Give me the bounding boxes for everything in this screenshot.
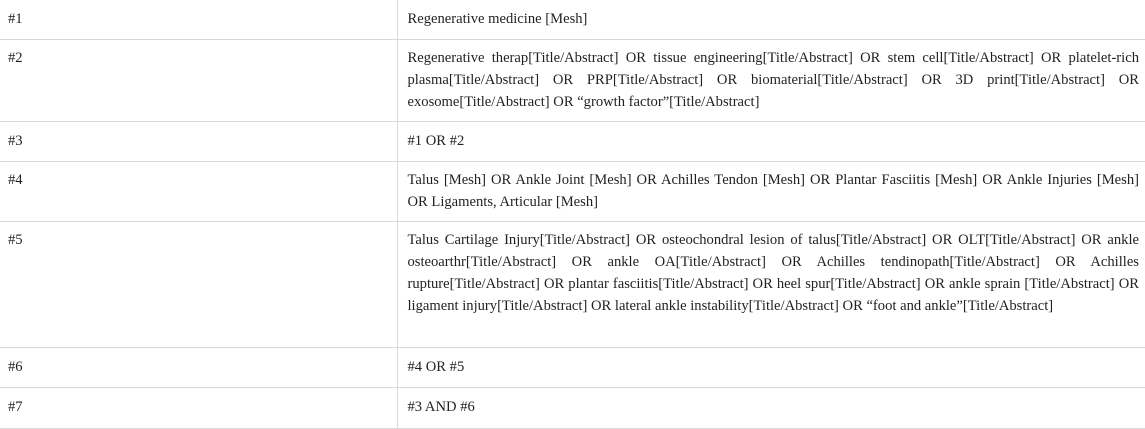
search-id-cell: #1 (0, 0, 397, 40)
search-id-cell: #2 (0, 40, 397, 122)
search-query-cell: #1 OR #2 (397, 122, 1145, 162)
table-row (0, 0, 1145, 40)
table-row (0, 162, 1145, 222)
search-id-cell: #3 (0, 122, 397, 162)
search-query-cell: Talus Cartilage Injury[Title/Abstract] OR osteochondral lesion of talus[Title/Abstract] OR OLT[Title/Abstract] OR ankle osteoarthr[Title/Abstract] OR ankle OA[Title/Abstract] OR Achilles tendinopath[Title/Abstract] OR Achilles rupture[Title/Abstract] OR plantar fasciitis[Title/Abstract] OR heel spur[Title/Abstract] OR ankle sprain [Title/Abstract] OR ligament injury[Title/Abstract] OR lateral ankle instability[Title/Abstract] OR “foot and ankle”[Title/Abstract] (397, 222, 1145, 348)
table-row (0, 122, 1145, 162)
search-query-cell: Regenerative medicine [Mesh] (397, 0, 1145, 40)
table-row (0, 40, 1145, 122)
search-id-cell: #7 (0, 388, 397, 429)
search-query-cell: #4 OR #5 (397, 348, 1145, 388)
search-query-cell: #3 AND #6 (397, 388, 1145, 429)
table-row (0, 222, 1145, 348)
table-row (0, 348, 1145, 388)
search-query-cell: Talus [Mesh] OR Ankle Joint [Mesh] OR Achilles Tendon [Mesh] OR Plantar Fasciitis [Mesh] OR Ankle Injuries [Mesh] OR Ligaments, Articular [Mesh] (397, 162, 1145, 222)
search-id-cell: #5 (0, 222, 397, 348)
table-row (0, 388, 1145, 429)
search-id-cell: #6 (0, 348, 397, 388)
search-query-cell: Regenerative therap[Title/Abstract] OR tissue engineering[Title/Abstract] OR stem cell[Title/Abstract] OR platelet-rich plasma[Title/Abstract] OR PRP[Title/Abstract] OR biomaterial[Title/Abstract] OR 3D print[Title/Abstract] OR exosome[Title/Abstract] OR “growth factor”[Title/Abstract] (397, 40, 1145, 122)
search-id-cell: #4 (0, 162, 397, 222)
